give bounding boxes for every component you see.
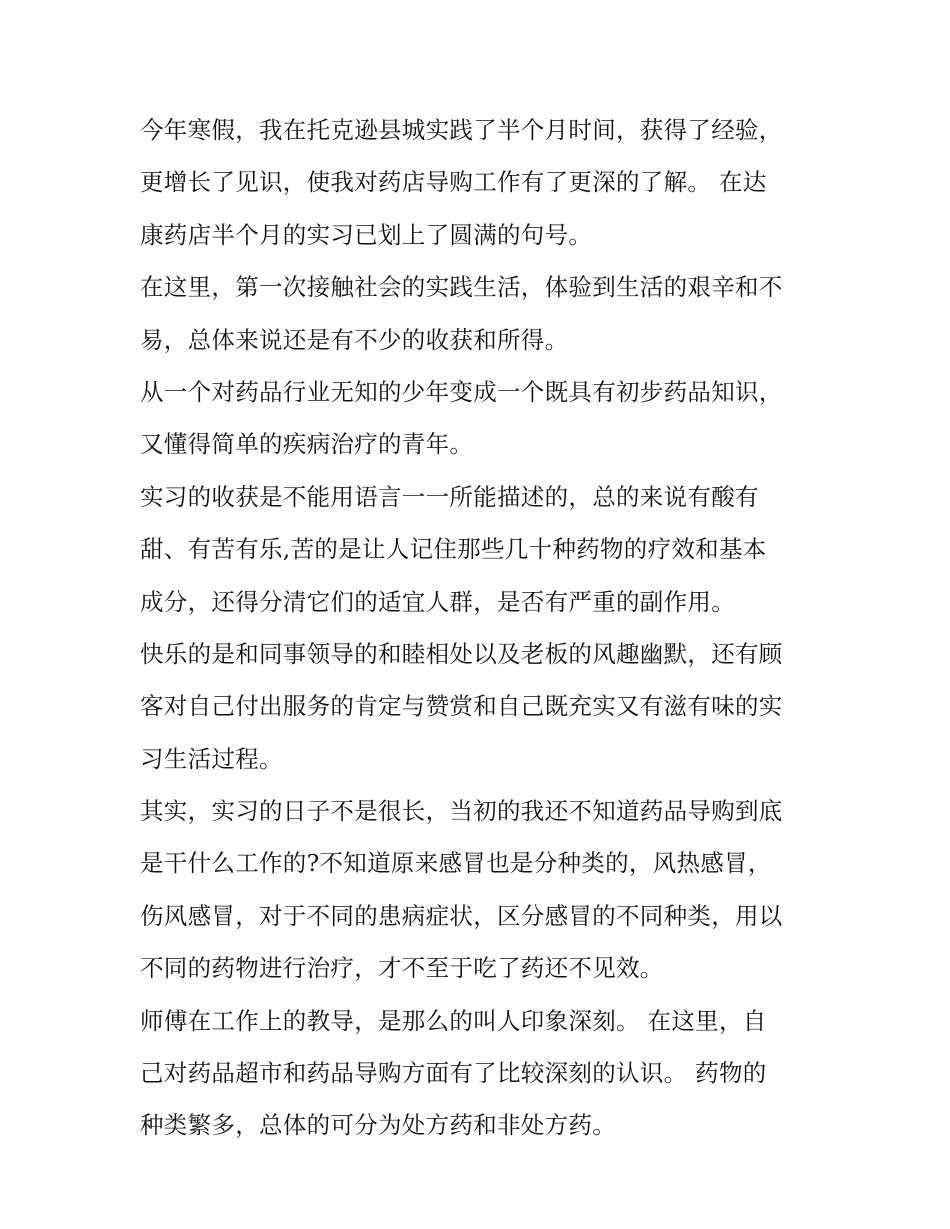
text-line: 伤风感冒，对于不同的患病症状，区分感冒的不同种类，用以	[140, 901, 783, 930]
text-line: 成分，还得分清它们的适宜人群，是否有严重的副作用。	[140, 587, 735, 616]
paragraph-3	[140, 366, 820, 471]
text-line: 易，总体来说还是有不少的收获和所得。	[140, 325, 569, 354]
text-line: 康药店半个月的实习已划上了圆满的句号。	[140, 220, 593, 249]
paragraph-2	[140, 261, 820, 366]
text-line: 又懂得简单的疾病治疗的青年。	[140, 430, 474, 459]
text-line: 更增长了见识，使我对药店导购工作有了更深的了解。 在达	[140, 168, 767, 197]
text-line: 种类繁多，总体的可分为处方药和非处方药。	[140, 1111, 616, 1140]
text-line: 其实，实习的日子不是很长，当初的我还不知道药品导购到底	[140, 797, 783, 826]
paragraph-5	[140, 628, 820, 785]
text-line: 客对自己付出服务的肯定与赞赏和自己既充实又有滋有味的实	[140, 692, 783, 721]
text-line: 快乐的是和同事领导的和睦相处以及老板的风趣幽默，还有顾	[140, 639, 783, 668]
text-line: 甜、有苦有乐,苦的是让人记住那些几十种药物的疗效和基本	[140, 535, 767, 564]
paragraph-7	[140, 995, 820, 1152]
text-line: 从一个对药品行业无知的少年变成一个既具有初步药品知识，	[140, 377, 783, 406]
text-line: 己对药品超市和药品导购方面有了比较深刻的认识。 药物的	[140, 1059, 767, 1088]
document-body	[140, 104, 820, 1152]
text-line: 不同的药物进行治疗，才不至于吃了药还不见效。	[140, 954, 664, 983]
text-line: 师傅在工作上的教导，是那么的叫人印象深刻。 在这里，自	[140, 1006, 767, 1035]
text-line: 今年寒假，我在托克逊县城实践了半个月时间，获得了经验，	[140, 116, 783, 144]
text-line: 是干什么工作的?不知道原来感冒也是分种类的，风热感冒，	[140, 849, 772, 878]
paragraph-4	[140, 471, 820, 628]
text-line: 习生活过程。	[140, 744, 283, 773]
paragraph-1	[140, 104, 820, 261]
text-line: 在这里，第一次接触社会的实践生活，体验到生活的艰辛和不	[140, 273, 783, 302]
paragraph-6	[140, 785, 820, 995]
text-line: 实习的收获是不能用语言一一所能描述的，总的来说有酸有	[140, 482, 759, 511]
